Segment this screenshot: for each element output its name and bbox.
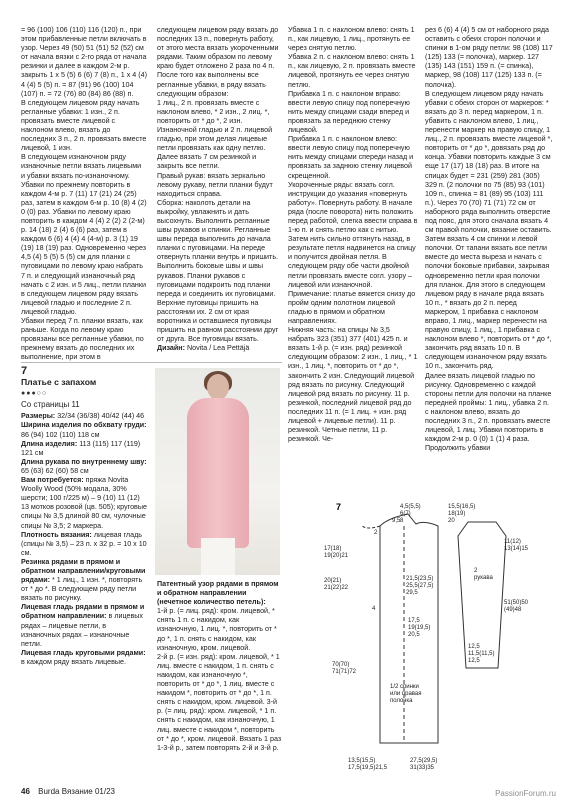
design-label: Дизайн: <box>157 344 185 353</box>
col4-text: рез 6 (6) 4 (4) 5 см от наборного ряда оставить с обеих сторон полочки и спинки в 1-ом ряду петли: 98 (108) 117 (125) 133 (= полочка), маркер. 127 (135) 143 (151) 159 п. (= спинка), маркер, 98 (108) 117 (125) 133 п. (= полочка). В следующем лицевом ряду начать убавки с обеих сторон от маркеров: * вязать до 3 п. перед маркером, 1 п. убавить с наклоном влево, 1 лиц., перенести маркер на правую спицу, 1 лиц., 2 п. провязать вместе лицевой *, повторить от * до *, довязать ряд до конца. Убавки повторить каждые 3 см еще 17 (17) 18 (18) раз. В итоге на спицах будет = 231 (259) 281 (305) 329 п. (2 полочки по 75 (85) 93 (101) 109 п., спинка = 81 (89) 95 (103) 111 п.). Через 70 (70) 71 (71) 72 см от наборного ряда выполнить отверстие под пояс, для этого сначала вязать 4 см правой полочки, вязание оставить. Затем вязать 4 см спинки и левой полочки. От тапани вязать все петли вместе до места выреза и начать с полочки боковые прибавки, закрывая одновременно петли края полочки для планок. Для этого в следующем лицевом ряду в начале ряда вязать 10 п., * вязать до 2 п. перед маркером, 1 прибавка с наклоном вправо, 1 лиц., маркер перенести на правую спицу, 1 лиц., 1 прибавка с наклоном влево *, повторить от * до *, закончить ряд вязать 10 п. В следующем изнаночном ряду вязать 10 п., закончить ряд. Далее вязать лицевой гладью по рисунку. Одновременно с каждой стороны петли для полочки на планке передней проймы: 1 лиц., убавка 2 п. с наклоном влево, вязать до последних 3 п., 2 п. провязать вместе лицевой, 1 лиц. Убавки повторить в каждом 2-м р. 0 (0) 1 (1) 4 раза. Продолжить убавки <box>425 26 553 453</box>
back-neck-dash <box>362 526 380 528</box>
lbl-4: 4 <box>372 606 376 612</box>
sleeve-row: Длина рукава по внутреннему шву: 65 (63) 62 (60) 58 см <box>21 457 147 475</box>
stst-row: Лицевая гладь рядами в прямом и обратном направлении: в лицевых рядах – лицевые петли, в изнаночных рядах – изнаночные петли. <box>21 603 145 648</box>
col1-text: = 96 (100) 106 (110) 116 (120) п., при этом прибавленные петли включать в узор. Через 49 (50) 51 (51) 52 (52) см от начала вязки с 2-го ряда от начала резинки и далее в каждом 2-м р. закрыть 1 х 5 (5) 6 (6) 7 (8) п., 1 х 4 (4) 4 (4) 5 (5) п. = 87 (91) 96 (100) 104 (107) п. = 72 (76) 80 (84) 86 (88) п. В следующем лицевом ряду начать регланные убавки: 1 изн., 2 п. провязать вместе лицевой с наклоном влево, вязать до последних 3 п., 2 п. провязать вместе лицевой, 1 изн. В следующем изнаночном ряду изнаночные петли вязать лицевыми и убавки вязать по-изнаночному. Убавки по прежнему повторить в каждом 4-м р. 7 (11) 17 (21) 24 (25) раз, затем в каждом 6-м р. 10 (8) 4 (2) 0 (0) раз. Убавки по левому краю повторить в каждом 4 (4) 2 (2) 2 (2-м) р. 14 (18) 2 (4) 6 (6) раз, затем в каждом 6 (6) 4 (4) 4 (4-м) р. 3 (1) 19 (19) 18 (19) раз. Одновременно через 4,5 (4) 5 (5) 5 (5) см для планки с пуговицами по левому краю набрать 7 п. и следующий изнаночный ряд начать с 2 изн. и 5 лиц., петли планки в следующем лицевом ряду вязать лицевой гладью и последние 2 п. лицевой гладью. Убавки перед 7 п. планки вязать, как раньше. Когда по левому краю провязаны все регланные убавки, по прежнему вязать до последних их выполнение, при этом в <box>21 26 147 362</box>
magazine-name: Burda Вязание <box>38 787 93 796</box>
materials-row: Вам потребуется: пряжа Novita Woolly Wood (50% модала, 30% шерсти; 100 г/225 м) – 9 (10) 11 (12) 13 мотков розовой (цв. 505); круговые спицы № 3,5 длиной 80 см, чулочные спицы № 3,5; 2 маркера. <box>21 476 147 530</box>
lbl-total-length: 70(70) 71(71)72 <box>332 662 357 675</box>
lbl-shoulder: 15,5(16,5) 18(19) 20 <box>448 504 476 524</box>
page-footer <box>21 787 115 796</box>
model-photo <box>155 368 280 575</box>
diagram-svg <box>288 498 550 781</box>
chest-row: Ширина изделия по обхвату груди: 86 (94) 102 (110) 118 см <box>21 421 147 439</box>
photo-head <box>207 374 229 400</box>
photo-trousers <box>201 538 235 575</box>
round-row: Лицевая гладь круговыми рядами: в каждом ряду вязать лицевые. <box>21 648 146 666</box>
patent-pattern-text <box>157 580 282 753</box>
lbl-20: 20(21) 21(22)22 <box>324 578 349 591</box>
page-reference: Со страницы 11 <box>21 400 80 410</box>
difficulty-dots: ●●●○○ <box>21 390 48 398</box>
lbl-sleeve-length: 51(50)50 (49)48 <box>504 600 529 613</box>
lbl-2: 2 <box>374 530 378 536</box>
section-number: 7 <box>21 365 28 377</box>
col2-body: следующем лицевом ряду вязать до последних 13 п., повернуть работу, от этого места вязать укороченными рядами. Таким образом по левому краю будет отложено 2 раза по 4 п. После того как выполнены все регланные убавки, в ряду вязать следующим образом: 1 лиц., 2 п. провязать вместе с наклоном влево, * 2 изн., 2 лиц. *, повторить от * до *, 2 изн. Изнаночной гладью и 2 п. лицевой гладью, при этом делая лицевые петли провязать как одну петлю. Далее вязать 7 см резинкой и закрыть все петли. Правый рукав: вязать зеркально левому рукаву, петли планки будут находиться справа. Сборка: наколоть детали на выкройку, увлажнить и дать высохнуть. Выполнить регланные швы рукавов и спинки. Регланные швы переда выполнить до начала планки с пуговицами. На переде отвернуть планки внутрь и пришить. Выполнить боковые швы и швы рукавов. Планки рукавов с пуговицами подкроить под планки переда и соединить их пуговицами. Верхние пуговицы пришить на расстоянии их. 2 см от края воротника и оставшиеся пуговицы пришить на равном расстоянии друг от друга. Все пуговицы вязать. <box>157 26 279 344</box>
col2-text <box>157 26 282 353</box>
lbl-bottom-right: 27,5(29,5) 31(33)35 <box>410 758 438 771</box>
lbl-9-5: 9,5 <box>392 518 401 524</box>
lbl-sleeve-name: 2 рукава <box>474 568 493 581</box>
lbl-cuff: 12,5 11,5(11,5) 12,5 <box>468 644 495 664</box>
sizes-row: Размеры: 32/34 (36/38) 40/42 (44) 46 <box>21 412 145 421</box>
page-number: 46 <box>21 787 30 796</box>
diagram-number: 7 <box>336 502 342 512</box>
pattern-diagram <box>288 498 550 781</box>
lbl-bottom-left: 13,5(15,5) 17,5(19,5)21,5 <box>348 758 388 771</box>
lbl-17-5: 17,5 19(19,5) 20,5 <box>408 618 431 638</box>
issue-number: 01/23 <box>94 787 116 796</box>
length-row: Длина изделия: 113 (115) 117 (119) 121 см <box>21 439 141 457</box>
watermark: PassionForum.ru <box>495 789 556 798</box>
patent-body: 1-й р. (= лиц. ряд): кром. лицевой, * снять 1 п. с накидом, как изнаночную, 1 лиц. *, повторить от * до *, 1 п. снять с накидом, как изнаночную, кром. лицевой. 2-й р. (= изн. ряд): кром. лицевой, * 1 лиц. вместе с накидом, 1 п. снять с накидом, как изнаночную *, повторить от * до *, 1 лиц. вместе с накидом *, повторить от * до *, 1 п. снять с накидом, кром. лицевой. 3-й р. (= лиц. ряд): кром. лицевой, * 1 п. снять с накидом, как изнаночную, 1 лиц. вместе с накидом *, повторить от * до *, кром. лицевой. Вязать 1 раз 1-3-й р., затем повторять 2-й и 3-й р. <box>157 607 282 752</box>
section-title: Платье с запахом <box>21 377 97 388</box>
lbl-piece: 1/2 спинки или правая полочка <box>390 684 422 704</box>
design-value: Novita / Lea Pettäjä <box>186 344 250 353</box>
col3-text: Убавка 1 п. с наклоном влево: снять 1 п., как лицевую, 1 лиц., протянуть ее через снятую петлю. Убавка 2 п. с наклоном влево: снять 1 п., как лицевую, 2 п. провязать вместе лицевой, протянуть ее через снятую петлю. Прибавка 1 п. с наклоном вправо: ввести левую спицу под поперечную нить между спицами сзади вперед и провязать за переднюю стенку лицевой. Прибавка 1 п. с наклоном влево: ввести левую спицу под поперечную нить между спицами спереди назад и провязать за заднюю стенку лицевой скрещенной. Укороченные ряды: вязать согл. инструкции до указания «повернуть работу». Повернуть работу. В начале ряда (после поворота) нить положить перед работой, слегка ввести справа в 1-ю п. и снять петлю как с нитью. Затем нить сильно оттянуть назад, в результате петля надвинется на спицу и получится двойная петля. В следующем ряду обе части двойной петли провязать вместе согл. узору – лицевой или изнаночной. Примечание: платье вяжется снизу до пройм одним полотном лицевой гладью в прямом и обратном направлениях. Нижняя часть: на спицы № 3,5 набрать 323 (351) 377 (401) 425 п. и вязать 1-й р. (= изн. ряд) резинкой следующим образом: 2 изн., 1 лиц., * 1 изн., 1 лиц. *, повторить от * до *, закончить 2 изн. Следующий лицевой ряд вязать по рисунку. Следующий лицевой ряд вязать по рисунку. 11 р. резинкой, последний лицевой ряд до последних 11 п. (= 1 лиц. + изн. ряд лицевой + лицевые петли). 11 р. резинкой. Четные петли, 11 р. резинкой. Че- <box>288 26 418 444</box>
lbl-neck: 4,5(5,5) 6(7) 8 <box>400 504 421 524</box>
rib-row: Резинка рядами в прямом и обратном направлении/круговыми рядами: * 1 лиц., 1 изн. *, повторять от * до *. В следующем ряду петли вязать по рисунку. <box>21 557 146 603</box>
lbl-21-5: 21,5(23,5) 25,5(27,5) 29,5 <box>406 576 434 596</box>
section-7-info <box>21 367 147 667</box>
section-divider <box>21 362 282 363</box>
sleeve-outline <box>458 522 506 668</box>
patent-label: Патентный узор рядами в прямом и обратном направлении (нечетное количество петель): <box>157 580 279 607</box>
photo-dress <box>187 398 249 548</box>
lbl-sleeve-top: 11(12) 13(14)15 <box>504 539 529 552</box>
lbl-armhole: 17(18) 19(20)21 <box>324 546 349 559</box>
gauge-row: Плотность вязания: лицевая гладь (спицы № 3,5) – 23 п. х 32 р. = 10 х 10 см. <box>21 530 147 557</box>
